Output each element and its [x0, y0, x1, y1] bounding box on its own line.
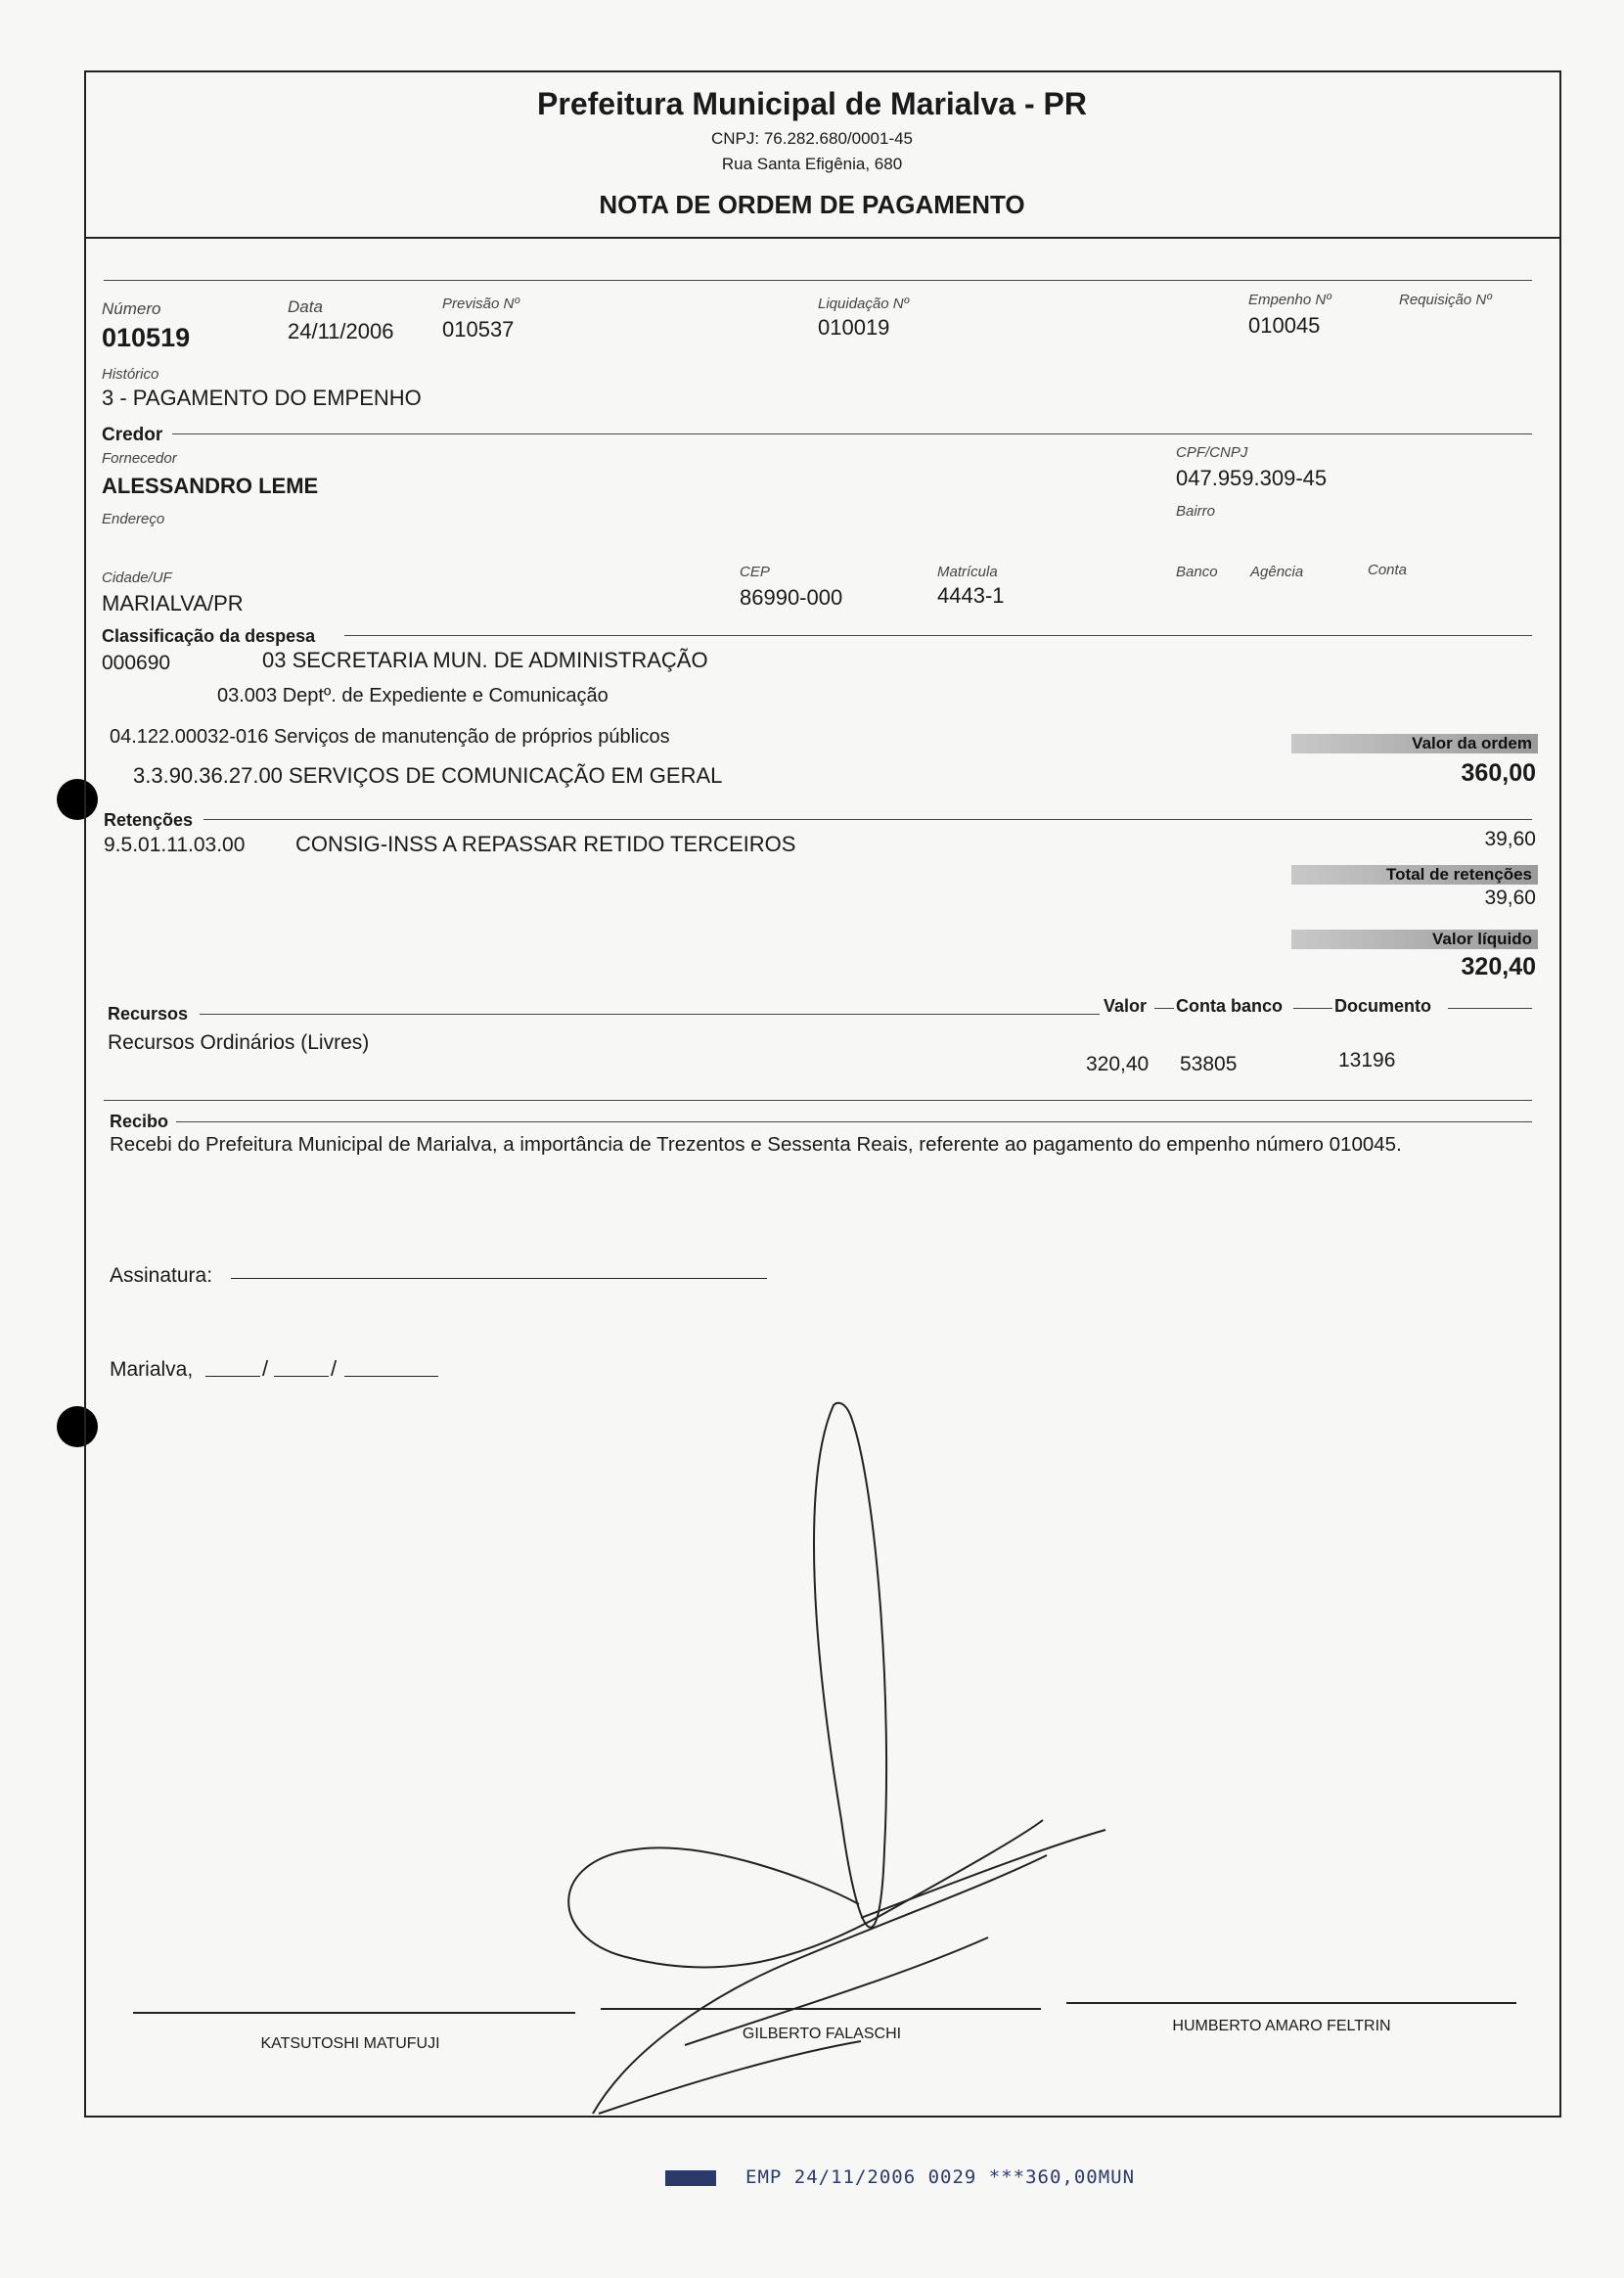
previsao-value: 010537 — [442, 317, 515, 342]
total-retencoes-value: 39,60 — [1484, 887, 1536, 909]
valor-liquido-value: 320,40 — [1461, 953, 1536, 980]
empenho-value: 010045 — [1248, 313, 1321, 338]
bank-stamp: EMP 24/11/2006 0029 ***360,00MUN — [745, 2166, 1136, 2188]
assinatura-line — [231, 1278, 767, 1279]
divider — [1448, 1008, 1532, 1009]
retencao-description: CONSIG-INSS A REPASSAR RETIDO TERCEIROS — [295, 832, 796, 856]
classificacao-code: 000690 — [102, 652, 171, 674]
retencoes-section-title: Retenções — [104, 810, 194, 830]
banco-label: Banco — [1176, 564, 1218, 580]
recursos-valor-header: Valor — [1104, 996, 1148, 1016]
endereco-label: Endereço — [102, 511, 165, 527]
previsao-label: Previsão Nº — [442, 296, 519, 312]
cpf-value: 047.959.309-45 — [1176, 466, 1328, 490]
bank-stamp-mark — [665, 2170, 716, 2186]
classificacao-line-3: 04.122.00032-016 Serviços de manutenção de próprios públicos — [110, 726, 670, 748]
document-frame — [84, 70, 1561, 2118]
signatory-2: GILBERTO FALASCHI — [742, 2026, 902, 2042]
signature-line-2 — [601, 2008, 1041, 2010]
total-retencoes-label: Total de retenções — [1386, 865, 1532, 884]
total-retencoes-bar — [1291, 865, 1538, 885]
recursos-valor: 320,40 — [1086, 1053, 1150, 1075]
local-label: Marialva, — [110, 1358, 194, 1381]
recursos-section-title: Recursos — [108, 1004, 189, 1024]
data-label: Data — [288, 297, 323, 316]
classificacao-line-1: 03 SECRETARIA MUN. DE ADMINISTRAÇÃO — [262, 648, 708, 672]
matricula-label: Matrícula — [937, 564, 998, 580]
divider — [172, 433, 1532, 434]
divider — [176, 1121, 1532, 1122]
divider — [1154, 1008, 1174, 1009]
cidade-value: MARIALVA/PR — [102, 591, 244, 615]
requisicao-label: Requisição Nº — [1399, 292, 1492, 308]
recursos-documento-header: Documento — [1334, 996, 1431, 1016]
classificacao-line-4: 3.3.90.36.27.00 SERVIÇOS DE COMUNICAÇÃO EM GERAL — [133, 763, 723, 788]
valor-ordem-value: 360,00 — [1461, 759, 1536, 787]
divider — [104, 280, 1532, 281]
date-line — [205, 1376, 260, 1377]
divider — [344, 635, 1532, 636]
date-slash: / — [262, 1356, 269, 1381]
date-line — [274, 1376, 329, 1377]
cep-value: 86990-000 — [740, 585, 843, 610]
date-slash: / — [331, 1356, 338, 1381]
numero-value: 010519 — [102, 323, 191, 352]
recursos-item: Recursos Ordinários (Livres) — [108, 1031, 370, 1054]
fornecedor-label: Fornecedor — [102, 450, 177, 467]
numero-label: Número — [102, 299, 161, 318]
address: Rua Santa Efigênia, 680 — [721, 155, 903, 173]
data-value: 24/11/2006 — [288, 319, 394, 343]
recibo-text: Recebi do Prefeitura Municipal de Marialva, a importância de Trezentos e Sessenta Reais, referente ao pagamento do empenho número 010045. — [110, 1133, 1402, 1156]
recursos-conta-header: Conta banco — [1176, 996, 1284, 1016]
recibo-section-title: Recibo — [110, 1112, 169, 1131]
fornecedor-value: ALESSANDRO LEME — [102, 474, 319, 498]
cnpj: CNPJ: 76.282.680/0001-45 — [710, 129, 914, 148]
divider — [200, 1014, 1100, 1015]
matricula-value: 4443-1 — [937, 583, 1005, 608]
signature-line-3 — [1066, 2002, 1516, 2004]
divider — [203, 819, 1532, 820]
assinatura-label: Assinatura: — [110, 1264, 213, 1287]
valor-ordem-bar — [1291, 734, 1538, 753]
valor-liquido-label: Valor líquido — [1431, 930, 1532, 948]
valor-liquido-bar — [1291, 930, 1538, 949]
cidade-label: Cidade/UF — [102, 570, 172, 586]
liquidacao-value: 010019 — [818, 315, 890, 340]
cep-label: CEP — [740, 564, 770, 580]
historico-value: 3 - PAGAMENTO DO EMPENHO — [102, 386, 422, 410]
classificacao-section-title: Classificação da despesa — [102, 626, 316, 646]
signatory-1: KATSUTOSHI MATUFUJI — [260, 2035, 440, 2052]
retencao-code: 9.5.01.11.03.00 — [104, 834, 246, 856]
credor-section-title: Credor — [102, 425, 163, 445]
empenho-label: Empenho Nº — [1248, 292, 1331, 308]
cpf-label: CPF/CNPJ — [1176, 444, 1248, 461]
agencia-label: Agência — [1250, 564, 1304, 580]
divider — [1293, 1008, 1332, 1009]
retencao-value: 39,60 — [1484, 828, 1536, 850]
signatory-3: HUMBERTO AMARO FELTRIN — [1172, 2018, 1391, 2034]
recursos-conta: 53805 — [1180, 1053, 1238, 1075]
valor-ordem-label: Valor da ordem — [1412, 734, 1532, 752]
document-title: NOTA DE ORDEM DE PAGAMENTO — [599, 190, 1025, 219]
conta-label: Conta — [1368, 562, 1408, 578]
recursos-documento: 13196 — [1338, 1049, 1396, 1071]
liquidacao-label: Liquidação Nº — [818, 296, 910, 312]
bairro-label: Bairro — [1176, 503, 1216, 520]
classificacao-line-2: 03.003 Deptº. de Expediente e Comunicação — [217, 685, 609, 706]
date-line — [344, 1376, 438, 1377]
page-title: Prefeitura Municipal de Marialva - PR — [537, 86, 1087, 121]
divider — [104, 1100, 1532, 1101]
header-separator — [84, 237, 1561, 239]
historico-label: Histórico — [102, 366, 159, 383]
signature-line-1 — [133, 2012, 575, 2014]
